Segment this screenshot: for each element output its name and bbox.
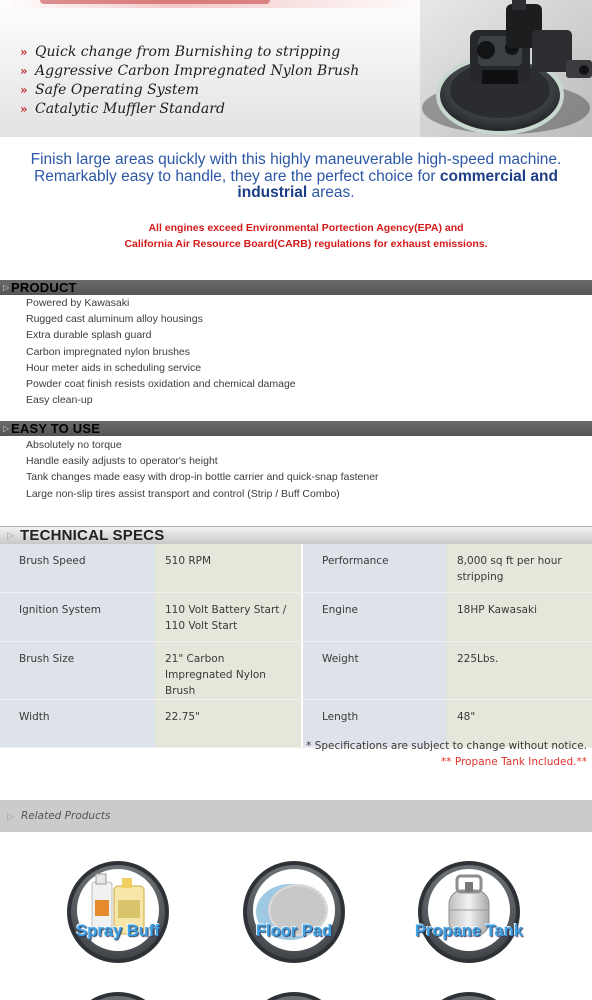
triangle-right-icon: ▷ [7, 810, 14, 821]
product-section-header [0, 280, 592, 295]
hero-feature-text: Quick change from Burnishing to stripping [35, 44, 341, 60]
related-product-thumbnail-partial[interactable] [66, 991, 170, 1000]
double-chevron-icon: » [20, 45, 28, 59]
section-title: EASY TO USE [11, 421, 101, 436]
spec-value: 110 Volt Battery Start / 110 Volt Start [155, 593, 301, 642]
hero-feature-text: Aggressive Carbon Impregnated Nylon Brush [35, 63, 360, 79]
intro-text: Finish large areas quickly with this highly maneuverable high-speed machine. Remarkably easy to handle, they are the perfect choice for [30, 151, 562, 185]
product-label[interactable]: Propane Tank [415, 922, 523, 940]
table-row [0, 544, 592, 593]
spec-label: Ignition System [0, 593, 155, 642]
spec-label: Engine [303, 593, 447, 642]
spec-value: 21" Carbon Impregnated Nylon Brush [155, 641, 301, 699]
technical-specs-table [0, 544, 592, 748]
spec-value: 8,000 sq ft per hour stripping [447, 544, 592, 593]
related-product-floor-pad[interactable] [242, 860, 346, 964]
list-item: Handle easily adjusts to operator's height [26, 455, 218, 468]
spec-value: 22.75" [155, 699, 301, 748]
spec-value: 48" [447, 699, 592, 748]
propane-tank-icon [417, 860, 521, 964]
list-item: Carbon impregnated nylon brushes [26, 345, 191, 358]
spec-label: Width [0, 699, 155, 748]
list-item: Hour meter aids in scheduling service [26, 361, 202, 374]
list-item: Extra durable splash guard [26, 329, 152, 342]
propane-included-notice: ** Propane Tank Included.** [441, 756, 587, 768]
epa-notice-line: All engines exceed Environmental Portection Agency(EPA) and [148, 222, 464, 234]
floor-pad-icon [242, 860, 346, 964]
table-row [0, 593, 592, 642]
easy-to-use-feature-list [26, 437, 379, 502]
product-feature-list [26, 295, 296, 408]
spec-value: 510 RPM [155, 544, 301, 593]
technical-specs-header [0, 526, 592, 544]
hero-feature-text: Safe Operating System [35, 82, 200, 98]
table-row [0, 641, 592, 699]
product-label[interactable]: Spray Buff [76, 922, 160, 940]
double-chevron-icon: » [20, 102, 28, 116]
list-item: Large non-slip tires assist transport and control (Strip / Buff Combo) [26, 487, 340, 500]
spray-bottles-icon [66, 860, 170, 964]
hero-title-cutoff [0, 0, 440, 8]
related-product-thumbnail-partial[interactable] [417, 991, 521, 1000]
intro-paragraph [0, 152, 592, 202]
section-title: PRODUCT [11, 280, 77, 295]
hero-feature-item [20, 43, 359, 62]
epa-notice [0, 220, 592, 252]
triangle-right-icon: ▷ [3, 424, 10, 433]
list-item: Easy clean-up [26, 394, 93, 407]
intro-emphasis: commercial and industrial [237, 167, 558, 201]
related-product-spray-buff[interactable] [66, 860, 170, 964]
double-chevron-icon: » [20, 64, 28, 78]
hero-feature-list [20, 43, 359, 119]
list-item: Tank changes made easy with drop-in bottle carrier and quick-snap fastener [26, 471, 379, 484]
triangle-right-icon: ▷ [3, 283, 10, 292]
section-title: Related Products [21, 810, 111, 822]
list-item: Rugged cast aluminum alloy housings [26, 313, 203, 326]
spec-change-notice: * Specifications are subject to change without notice. [306, 740, 587, 752]
hero-feature-text: Catalytic Muffler Standard [35, 101, 225, 117]
related-products-header [0, 800, 592, 832]
hero-feature-item [20, 81, 359, 100]
double-chevron-icon: » [20, 83, 28, 97]
triangle-right-icon: ▷ [7, 530, 14, 540]
burnisher-machine-image [420, 0, 592, 137]
list-item: Powder coat finish resists oxidation and chemical damage [26, 377, 296, 390]
spec-label: Weight [303, 641, 447, 699]
spec-label: Length [303, 699, 447, 748]
intro-text-end: areas. [307, 184, 355, 201]
epa-notice-line: California Air Resource Board(CARB) regulations for exhaust emissions. [124, 238, 488, 250]
hero-feature-item [20, 100, 359, 119]
spec-value: 18HP Kawasaki [447, 593, 592, 642]
spec-value: 225Lbs. [447, 641, 592, 699]
hero-feature-item [20, 62, 359, 81]
related-product-thumbnail-partial[interactable] [242, 991, 346, 1000]
spec-label: Brush Size [0, 641, 155, 699]
hero-banner [0, 0, 592, 137]
product-label[interactable]: Floor Pad [255, 922, 333, 940]
section-title: TECHNICAL SPECS [20, 527, 165, 544]
spec-label: Performance [303, 544, 447, 593]
list-item: Powered by Kawasaki [26, 297, 130, 309]
spec-label: Brush Speed [0, 544, 155, 593]
easy-to-use-section-header [0, 421, 592, 436]
list-item: Absolutely no torque [26, 439, 122, 451]
related-product-propane-tank[interactable] [417, 860, 521, 964]
